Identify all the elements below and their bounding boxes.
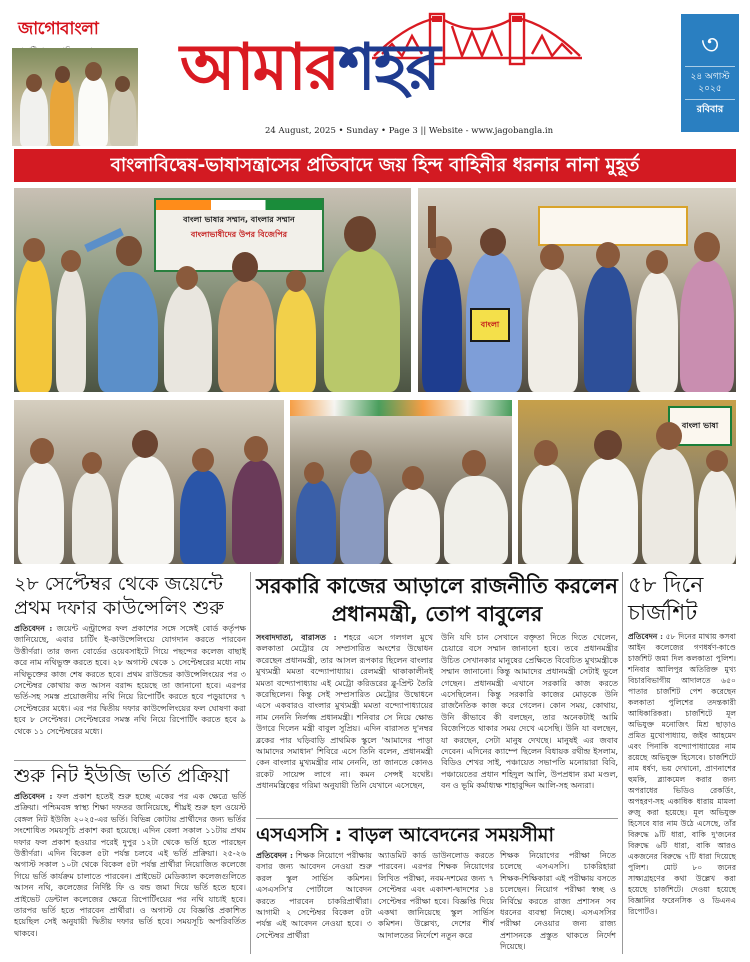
article-chargesheet <box>628 572 736 917</box>
counselling-lead: প্রতিবেদন : <box>14 623 53 633</box>
chargesheet-headline[interactable]: ৫৮ দিনে চার্জশিট <box>628 573 704 626</box>
protest-banner-text: বাংলা ভাষার সম্মান, বাংলার সম্মান <box>183 215 295 224</box>
chargesheet-lead: প্রতিবেদন : <box>628 632 663 641</box>
babul-body-left <box>256 632 433 792</box>
column-divider-2 <box>622 572 623 954</box>
brand-name: জাগোবাংলা <box>18 19 99 39</box>
dharna-photo-4 <box>290 400 512 564</box>
column-divider <box>250 572 251 954</box>
neet-text: ফল প্রকাশ হতেই শুরু হচ্ছে একের পর এক ক্ষেত্রে ভর্তি প্রক্রিয়া। পশ্চিমবঙ্গ স্বাস্থ্য শিক্ষা দফতর জানিয়েছে, শীঘ্রই শুরু হল ওয়েস্ট বেঙ্গল নিট ইউজি ২০২৫-এর ভর্তি। বিভিন্ন কোটায় প্রার্থীদের জন্য ভর্তির সংশোধিত সময়সূচি প্রকাশ করা হয়েছে। এদিন বেলা সকাল ১১টায় প্রথম দফার ফল প্রকাশ হওয়ার পরেই দুপুর ১২টা থেকে ভর্তি হতে পারছেন উত্তীর্ণরা। এদিন বিকেল ৫টা পর্যন্ত চলবে এই ভর্তি প্রক্রিয়া। ২৫-২৬ অগাস্ট সকাল ১০টা থেকে বিকেল ৫টা পর্যন্ত প্রার্থীরা নিয়োজিত কলেজে গিয়ে ভর্তি কার্যক্রম চালাতে পারবেন। প্রাইভেট মেডিক্যাল কলেজগুলিতে আসন নথি, কলেজের নির্দিষ্ট ফি ও বন্ড জমা দিয়ে ভর্তি হতে হবে। প্রাইভেট ডেন্টাল কলেজের ক্ষেত্রে রিপোর্টিংয়ের পর নথি যাচাই হবে। তারপর ভর্তি হতে পারবেন প্রার্থীরা। ও অগাস্ট যে বিজ্ঞপ্তি প্রকাশিত হয়েছিল সেই অনুযায়ী দ্বিতীয় দফার ভর্তি হবে। সময়সূচি অপরিবর্তিত থাকবে। <box>14 792 247 938</box>
divider <box>14 760 246 761</box>
babul-text-left: শহরে এসে গলগল মুখে কলকাতা মেট্রোর যে সম্প্রসারিত অংশের উদ্বোধন করেছেন প্রধানমন্ত্রী, তার আসল রূপকার ছিলেন বাংলার মুখ্যমন্ত্রী মমতা বন্দ্যোপাধ্যায়। রেলমন্ত্রী থাকাকালীনই মমতা বন্দ্যোপাধ্যায় এই মেট্রো করিডরের ব্লু-প্রিন্ট তৈরি করেছিলেন। কিন্তু সেই সম্প্রসারিত মেট্রোর উদ্বোধনে এসে একবারও বাংলার মুখ্যমন্ত্রী মমতা বন্দ্যোপাধ্যায়ের নাম নেননি নির্লজ্জ প্রধানমন্ত্রী। শনিবার সে নিয়ে ক্ষোভ উগরে দিলেন মন্ত্রী বাবুল সুপ্রিয়। এদিন বারাসত দু'নম্বর ব্লকের পার ঘড়িবাড়ি প্রাথমিক স্কুলে 'আমাদের পাড়া আমাদের সমাধান' শিবিরে এসে তিনি বলেন, প্রধানমন্ত্রী কেন বাংলার মুখ্যমন্ত্রীর নাম নেননি, তা জানতে কোনও রকেট সায়েন্স লাগে না। কমন সেন্সই যথেষ্ট। প্রধানমন্ত্রিত্বের গরিমা অনুযায়ী তিনি যেখানে এসেছেন, <box>256 633 433 791</box>
article-ssc <box>256 822 618 953</box>
ssc-columns <box>256 850 618 953</box>
article-babul <box>256 572 618 792</box>
ssc-body-2: অ্যাডমিট কার্ড ডাউনলোড করতে পারবেন। এরপর শিক্ষক নিয়োগের লিখিত পরীক্ষা, নবম-দশমের জন্য ৭ সেপ্টেম্বর এবং একাদশ-দ্বাদশের ১৪ সেপ্টেম্বর পরীক্ষা হবে। বিজ্ঞপ্তি দিয়ে একথা জানিয়েছে স্কুল সার্ভিস কমিশন। উল্লেখ্য, দেশের শীর্ষ আদালতের নির্দেশে নতুন করে <box>378 851 494 940</box>
page-number: ৩ <box>700 28 720 61</box>
article-counselling <box>14 572 246 737</box>
chargesheet-text: ৫৮ দিনের মাথায় কসবা আইন কলেজের গণধর্ষণ-কাণ্ডে চার্জশিট জমা দিল কলকাতা পুলিশ। শনিবার আলিপুর অতিরিক্ত মুখ্য বিচারবিভাগীয় আদালতে ৬৫০ পাতার চার্জশিট পেশ করেছেন কলকাতা পুলিশের তদন্তকারী আধিকারিকরা। চার্জশিটে মূল অভিযুক্ত মনোজিৎ মিশ্র ছাড়াও প্রমিত মুখোপাধ্যায়, জইব আহমেদ এবং পিনাকি বন্দ্যোপাধ্যায়ের নাম রয়েছে অভিযুক্ত হিসেবে। চার্জশিটে নাম ধর্ষণ, ভয় দেখানো, প্রাণনাশের হুমকি, ব্ল্যাকমেল করার জন্য অপরাধের ভিডিও রেকর্ডিং, অপহরণ-সহ একাধিক ধারায় মামলা রুজু করা হয়েছে। মূল অভিযুক্ত হিসেবে যার নাম উঠে এসেছে, তাঁর বিরুদ্ধে ৯টি ধারা, বাকি দু'জনের বিরুদ্ধে ৬টি ধারা, বাকি আরও একজনের বিরুদ্ধে ৭টি ধারা দিয়েছে পুলিশ। মোট ৮০ জনের সাক্ষ্যগ্রহণের কথা উল্লেখ করা হয়েছে চার্জশিটে। দেওয়া হয়েছে বিজ্ঞানির ফরেনসিক ও ডিএনএ রিপোর্টও। <box>628 632 736 916</box>
babul-headline[interactable]: সরকারি কাজের আড়ালে রাজনীতি করলেন প্রধানমন্ত্রী, তোপ বাবুলের <box>256 574 618 626</box>
page-header <box>0 0 750 145</box>
ssc-body-1 <box>256 850 372 953</box>
counselling-headline[interactable]: ২৮ সেপ্টেম্বর থেকে জয়েন্টে প্রথম দফার কাউন্সেলিং শুরু <box>14 573 224 619</box>
dharna-photo-3 <box>14 400 284 564</box>
header-photo <box>12 48 138 146</box>
masthead-title <box>180 32 570 104</box>
ssc-lead: প্রতিবেদন : <box>256 850 293 860</box>
neet-headline[interactable]: শুরু নিট ইউজি ভর্তি প্রক্রিয়া <box>14 765 230 787</box>
dharna-photo-5 <box>518 400 736 564</box>
page-day: রবিবার <box>685 99 735 117</box>
masthead[interactable] <box>180 10 580 120</box>
page-number-box <box>681 14 739 132</box>
page-date: ২৪ অগাস্ট ২০২৫ <box>685 66 735 95</box>
babul-columns <box>256 632 618 792</box>
masthead-right: শহর <box>337 31 439 105</box>
dharna-photo-2 <box>418 188 736 392</box>
neet-lead: প্রতিবেদন : <box>14 791 53 801</box>
article-neet <box>14 764 246 939</box>
neet-body <box>14 791 246 939</box>
counselling-body <box>14 623 246 737</box>
dateline-strip[interactable]: 24 August, 2025 • Sunday • Page 3 || Website - www.jagobangla.in <box>265 126 554 136</box>
babul-lead: সংবাদদাতা, বারাসত : <box>256 632 337 642</box>
banner-headline: বাংলাবিদ্বেষ-ভাষাসন্ত্রাসের প্রতিবাদে জয় হিন্দ বাহিনীর ধরনার নানা মুহূর্ত <box>14 149 736 182</box>
ssc-headline[interactable]: এসএসসি : বাড়ল আবেদনের সময়সীমা <box>256 824 554 846</box>
dharna-photo-1 <box>14 188 411 392</box>
protest-placard <box>470 308 510 342</box>
chargesheet-body <box>628 631 736 917</box>
protest-sign-text: বাংলা ভাষা <box>681 421 719 430</box>
protest-banner-text-2: বাংলাভাষীদের উপর বিজেপির <box>190 230 288 239</box>
divider-2 <box>256 818 618 819</box>
babul-body-right: উনি যদি চান সেখানে বক্তৃতা দিতে দিতে খেলেন, চেয়ারে বসে সম্মান জানানো হবে। তবে প্রধানমন্ত্রীর উচিত সেখানকার মানুষের প্রেক্ষিতে বিবেচিত মুখ্যমন্ত্রীকে সম্মান জানানো। কিন্তু আমাদের প্রধানমন্ত্রী সেটাই ভুলে গেছেন। প্রধানমন্ত্রী এখানে সরকারি কাজ করতে এসেছিলেন। কিন্তু সরকারি কাজের মোড়কে উনি রাজনৈতিক কাজ করে গেলেন। কোন সময়, কোথায়, উনি কীভাবে কী বলছেন, তার অনেকটাই আমি বিজেপিতে থাকার সময় দেখে এসেছি। উনি যা বলছেন, যা করছেন, সেটা মানুষ দেখছে। মানুষই এর জবাব দেবেন। এদিনের ক্যাম্পে ছিলেন বিধায়ক রথীন্দ্র ইসলাম, বিডিও শেখর সাই, পঞ্চায়েত সভাপতি মনোয়ারা বিবি, পঞ্চায়েতের প্রধান শহিদুল আলি, উপপ্রধান রমা মণ্ডল, বন ও ভূমি কর্মাধ্যক্ষ শাহাবুদ্দিন আলি-সহ অন্যরা। <box>441 633 618 791</box>
protest-placard-text: বাংলা <box>480 320 500 329</box>
counselling-text: জয়েন্ট এন্ট্রান্সের ফল প্রকাশের সঙ্গে সঙ্গেই বোর্ড কর্তৃপক্ষ জানিয়েছে, এবার চার্টিং ই-কাউন্সেলিংয়ে যোগদান করতে পারবেন উত্তীর্ণরা। তার জন্য বোর্ডের ওয়েবসাইটে গিয়ে পছন্দের কলেজ বাছাই করে নাম নথিভুক্ত করতে হবে। ২৮ অগাস্ট থেকে ১ সেপ্টেম্বরের মধ্যে নাম নথিভুক্তের কাজ শেষ করতে হবে। প্রথম রাউন্ডের কাউন্সেলিংয়ের পর ৩ সেপ্টেম্বর কোথায় কত আসন বরাদ্দ হয়েছে তা জানানো হবে। এরপর ভর্তি-সহ সমস্ত প্রয়োজনীয় নথি নিয়ে রিপোর্টিং করতে হবে পড়ুয়াদের ৭ সেপ্টেম্বরের মধ্যে। এর পর দ্বিতীয় দফার কাউন্সেলিংয়ের ফল ঘোষণা করা হবে ৮ সেপ্টেম্বর। সেপ্টেম্বরের সমস্ত নথি নিয়ে রিপোর্টিং করতে হবে ৯ থেকে ১১ সেপ্টেম্বরের মধ্যে। <box>14 624 246 736</box>
ssc-body-3: শিক্ষক নিয়োগের পরীক্ষা নিতে চলেছে এসএসসি। চাকরিহারা শিক্ষক-শিক্ষিকারা এই পরীক্ষায় বসতে চলেছেন। নিয়োগ পরীক্ষা স্বচ্ছ ও নির্বিঘ্নে করতে রাজ্য প্রশাসন সব ধরনের ব্যবস্থা নিচ্ছে। এসএসসির পরীক্ষা নেওয়ার জন্য রাজ্য প্রশাসনকে প্রস্তুত থাকতে নির্দেশ দিয়েছে। <box>500 851 616 952</box>
masthead-left: আমার <box>180 31 338 105</box>
ssc-text-1: শিক্ষক নিয়োগে পরীক্ষায় বসার জন্য আবেদন নেওয়া শুরু করল স্কুল সার্ভিস কমিশন। এসএসসি'র পোর্টালে আবেদন করতে পারবেন চাকরিপ্রার্থীরা। আগামী ২ সেপ্টেম্বর বিকেল ৫টা পর্যন্ত এই আবেদন নেওয়া হবে। ৩ সেপ্টেম্বর প্রার্থীরা <box>256 851 372 940</box>
